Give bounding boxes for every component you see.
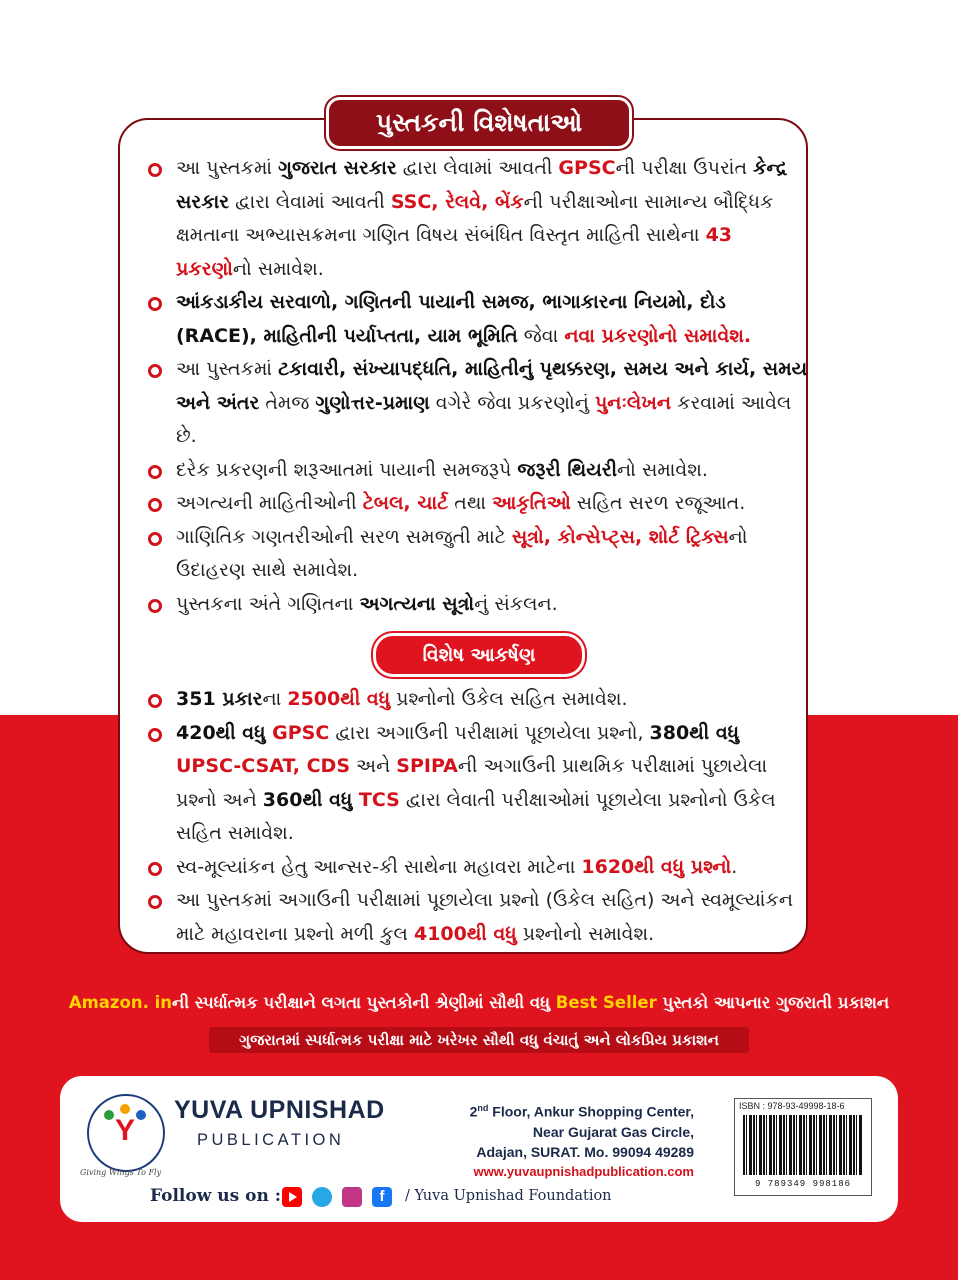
feature-text: આ પુસ્તકમાં — [176, 358, 279, 380]
feature-item — [148, 487, 808, 521]
isbn-label: ISBN : 978-93-49998-18-6 — [739, 1101, 845, 1111]
special-item — [148, 683, 808, 717]
feature-text: અગત્યના સૂત્રો — [359, 592, 475, 615]
feature-text: નું સંકલન. — [474, 592, 558, 615]
feature-text: આંકડાકીય સરવાળો, ગણિતની પાયાની સમજ, ભાગાકારના નિયમો, દોડ (RACE), માહિતીની પર્યાપ્તતા, યામ ભૂમિતિ — [176, 291, 726, 347]
feature-text: તેમજ — [259, 391, 316, 414]
special-text: . — [731, 855, 738, 878]
bullet-ring-icon — [148, 498, 162, 512]
special-text: UPSC-CSAT, CDS — [176, 755, 350, 777]
feature-item — [148, 588, 808, 622]
feature-text: સૂત્રો, કોન્સેપ્ટ્સ, શોર્ટ ટ્રિક્સ — [511, 525, 729, 548]
feature-item — [148, 521, 808, 588]
bullet-ring-icon — [148, 297, 162, 311]
youtube-icon[interactable] — [282, 1187, 302, 1207]
feature-text: ગુજરાત સરકાર — [278, 157, 397, 179]
special-text: 4100થી વધુ — [413, 922, 517, 945]
feature-text: પુસ્તકના અંતે ગણિતના — [176, 592, 360, 615]
feature-text: ગાણિતિક ગણતરીઓની સરળ સમજુતી માટે — [176, 525, 512, 548]
address-floor: 2 — [469, 1103, 478, 1120]
publisher-subtitle: PUBLICATION — [197, 1131, 345, 1149]
barcode-icon — [743, 1115, 863, 1175]
feature-text: નવા પ્રકરણોનો સમાવેશ. — [564, 324, 752, 347]
feature-text: સહિત સરળ રજૂઆત. — [570, 492, 746, 514]
feature-item — [148, 286, 808, 353]
special-text: ના — [262, 688, 288, 710]
special-text: 351 પ્રકાર — [176, 688, 263, 710]
feature-text: દરેક પ્રકરણની શરૂઆતમાં પાયાની સમજરૂપે — [176, 458, 518, 481]
feature-text: SSC, રેલવે, બેંક — [390, 190, 524, 213]
bullet-ring-icon — [148, 862, 162, 876]
feature-text: કરવામાં આવેલ છે. — [176, 391, 792, 447]
special-text: SPIPA — [396, 755, 458, 777]
address-line-1 — [432, 1098, 694, 1122]
logo-dot-orange — [120, 1104, 130, 1114]
bullet-ring-icon — [148, 364, 162, 378]
special-text: 1620થી વધુ પ્રશ્નો — [581, 855, 732, 878]
bullet-ring-icon — [148, 465, 162, 479]
special-text: પ્રશ્નોનો સમાવેશ. — [516, 922, 655, 945]
special-text: GPSC — [272, 721, 330, 744]
feature-text: નો સમાવેશ. — [617, 458, 708, 481]
special-text: 420થી વધુ — [176, 721, 273, 744]
feature-text: નો સમાવેશ. — [232, 257, 324, 280]
feature-text: ની પરીક્ષાઓના સામાન્ય બૌદ્ધિક ક્ષમતાના અભ્યાસક્રમના ગણિત વિષય સંબંધિત વિસ્તૃત માહિતી સાથેના — [176, 190, 774, 246]
feature-text: દ્વારા લેવામાં આવતી — [396, 157, 559, 179]
feature-text: ટકાવારી, સંખ્યાપદ્ધતિ, માહિતીનું પૃથક્કરણ, સમય અને કાર્ય, સમય અને અંતર — [176, 358, 808, 414]
special-item — [148, 884, 808, 951]
special-text: સ્વ-મૂલ્યાંકન હેતુ આન્સર-કી સાથેના મહાવરા માટેના — [176, 855, 582, 878]
special-item — [148, 717, 808, 851]
feature-text: ની પરીક્ષા ઉપરાંત — [615, 157, 754, 179]
feature-text: અગત્યની માહિતીઓની — [176, 492, 363, 514]
features-list — [148, 152, 808, 621]
feature-text: નો ઉદાહરણ સાથે સમાવેશ. — [176, 525, 748, 581]
feature-text: કેન્દ્ર સરકાર — [176, 157, 788, 213]
feature-text: જરૂરી થિયરી — [517, 458, 618, 481]
tagline-amazon-text-end: પુસ્તકો આપનાર ગુજરાતી પ્રકાશન — [656, 993, 890, 1012]
special-text: ની અગાઉની પ્રાથમિક પરીક્ષામાં પુછાયેલા પ્રશ્નો અને — [176, 755, 768, 811]
feature-text: આ પુસ્તકમાં — [176, 157, 279, 179]
website-link[interactable]: www.yuvaupnishadpublication.com — [473, 1163, 694, 1179]
isbn-barcode-box — [734, 1098, 872, 1196]
feature-text: ગુણોત્તર-પ્રમાણ — [315, 391, 430, 414]
special-text: દ્વારા લેવાતી પરીક્ષાઓમાં પૂછાયેલા પ્રશ્નોનો ઉકેલ સહિત સમાવેશ. — [176, 788, 776, 844]
bullet-ring-icon — [148, 895, 162, 909]
address-floor-suffix: nd — [477, 1103, 489, 1113]
special-text: આ પુસ્તકમાં અગાઉની પરીક્ષામાં પૂછાયેલા પ્રશ્નો (ઉકેલ સહિત) અને સ્વમૂલ્યાંકન માટે મહાવરાના પ્રશ્નો મળી કુલ — [176, 889, 793, 945]
address-building: Floor, Ankur Shopping Center, — [488, 1103, 694, 1120]
tagline-popular: ગુજરાતમાં સ્પર્ધાત્મક પરીક્ષા માટે ખરેખર સૌથી વધુ વંચાતું અને લોકપ્રિય પ્રકાશન — [209, 1027, 749, 1053]
feature-text: વગેરે જેવા પ્રકરણોનું — [429, 391, 595, 414]
tagline-amazon — [0, 992, 958, 1014]
isbn-number: 9 789349 998186 — [754, 1179, 851, 1189]
logo-figure-icon: Y — [114, 1114, 135, 1147]
bullet-ring-icon — [148, 728, 162, 742]
special-item — [148, 851, 808, 885]
tagline-bestseller: Best Seller — [555, 993, 657, 1012]
special-text: TCS — [358, 788, 400, 811]
publisher-name: YUVA UPNISHAD — [174, 1096, 385, 1124]
feature-item — [148, 454, 808, 488]
foundation-name: / Yuva Upnishad Foundation — [405, 1188, 612, 1204]
feature-text: આકૃતિઓ — [492, 492, 571, 514]
tagline-amazon-brand: Amazon. in — [68, 993, 173, 1012]
telegram-icon[interactable] — [312, 1187, 332, 1207]
page-title: પુસ્તકની વિશેષતાઓ — [326, 97, 632, 149]
special-text: પ્રશ્નોનો ઉકેલ સહિત સમાવેશ. — [390, 688, 628, 710]
follow-label: Follow us on : — [150, 1186, 282, 1206]
bullet-ring-icon — [148, 694, 162, 708]
bullet-ring-icon — [148, 532, 162, 546]
feature-text: પુનઃલેખન — [594, 391, 672, 414]
special-text: દ્વારા અગાઉની પરીક્ષામાં પૂછાયેલા પ્રશ્નો, — [329, 721, 650, 744]
feature-text: જેવા — [517, 324, 565, 347]
address-line-3: Adajan, SURAT. Mo. 99094 49289 — [476, 1143, 694, 1160]
feature-text: 43 પ્રકરણો — [176, 224, 733, 280]
special-list — [148, 683, 808, 951]
special-text: 380થી વધુ — [649, 721, 740, 744]
special-title: વિશેષ આકર્ષણ — [373, 633, 585, 677]
feature-text: તથા — [448, 492, 493, 514]
publisher-footer — [60, 1076, 898, 1222]
publisher-address — [432, 1098, 694, 1182]
instagram-icon[interactable] — [342, 1187, 362, 1207]
feature-text: દ્વારા લેવામાં આવતી — [229, 190, 391, 213]
logo-tagline: Giving Wings To Fly — [80, 1168, 162, 1177]
feature-text: ટેબલ, ચાર્ટ — [362, 492, 449, 514]
special-text: 360થી વધુ — [262, 788, 359, 811]
address-line-2: Near Gujarat Gas Circle, — [532, 1123, 694, 1140]
bullet-ring-icon — [148, 163, 162, 177]
facebook-icon[interactable]: f — [372, 1187, 392, 1207]
special-text: અને — [350, 755, 397, 777]
feature-item — [148, 152, 808, 286]
special-text: 2500થી વધુ — [287, 688, 391, 710]
feature-item — [148, 353, 808, 454]
bullet-ring-icon — [148, 599, 162, 613]
feature-text: GPSC — [558, 157, 616, 179]
tagline-amazon-text: ની સ્પર્ધાત્મક પરીક્ષાને લગતા પુસ્તકોની શ્રેણીમાં સૌથી વધુ — [172, 993, 556, 1012]
